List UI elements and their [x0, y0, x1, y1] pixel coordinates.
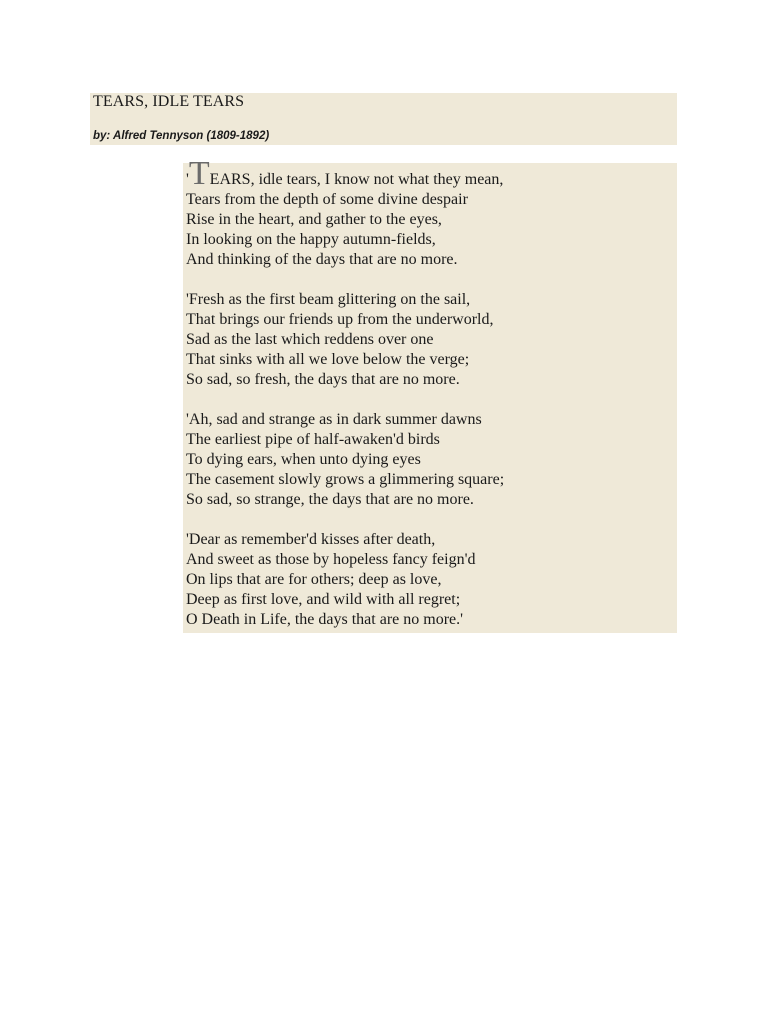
poem-line: 'Dear as remember'd kisses after death,	[186, 530, 436, 548]
stanza-3	[186, 410, 677, 510]
poem-line: In looking on the happy autumn-fields,	[186, 231, 436, 249]
poem-line: 'Fresh as the first beam glittering on the sail,	[186, 290, 471, 308]
poem-line: The casement slowly grows a glimmering square;	[186, 471, 505, 489]
poem-line: That sinks with all we love below the verge;	[186, 351, 470, 369]
poem-title: TEARS, IDLE TEARS	[93, 93, 245, 110]
poem-header	[90, 93, 677, 145]
poem-line: 'Ah, sad and strange as in dark summer dawns	[186, 410, 482, 428]
poem-line: And sweet as those by hopeless fancy feign'd	[186, 550, 476, 568]
author-byline: by: Alfred Tennyson (1809-1892)	[93, 130, 270, 142]
stanza-4	[186, 530, 677, 630]
poem-line	[186, 155, 677, 192]
poem-line: Deep as first love, and wild with all regret;	[186, 591, 461, 609]
poem-body	[183, 155, 677, 633]
poem-line: To dying ears, when unto dying eyes	[186, 451, 421, 469]
poem-line: So sad, so fresh, the days that are no more.	[186, 371, 460, 389]
poem-line: And thinking of the days that are no more.	[186, 251, 458, 269]
drop-cap: T	[188, 155, 210, 192]
poem-line: Sad as the last which reddens over one	[186, 331, 434, 349]
poem-line: That brings our friends up from the underworld,	[186, 310, 494, 328]
stanza-1	[186, 155, 677, 270]
poem-line: On lips that are for others; deep as love,	[186, 571, 442, 588]
poem-line: The earliest pipe of half-awaken'd birds	[186, 430, 440, 448]
poem-line: Rise in the heart, and gather to the eyes,	[186, 211, 442, 229]
poem-line: Tears from the depth of some divine despair	[186, 191, 468, 208]
poem-line: O Death in Life, the days that are no more.'	[186, 611, 464, 629]
poem-line: So sad, so strange, the days that are no more.	[186, 491, 474, 509]
first-line-text: EARS, idle tears, I know not what they mean,	[209, 171, 504, 188]
stanza-2	[186, 290, 677, 390]
opening-quote: '	[186, 171, 189, 188]
